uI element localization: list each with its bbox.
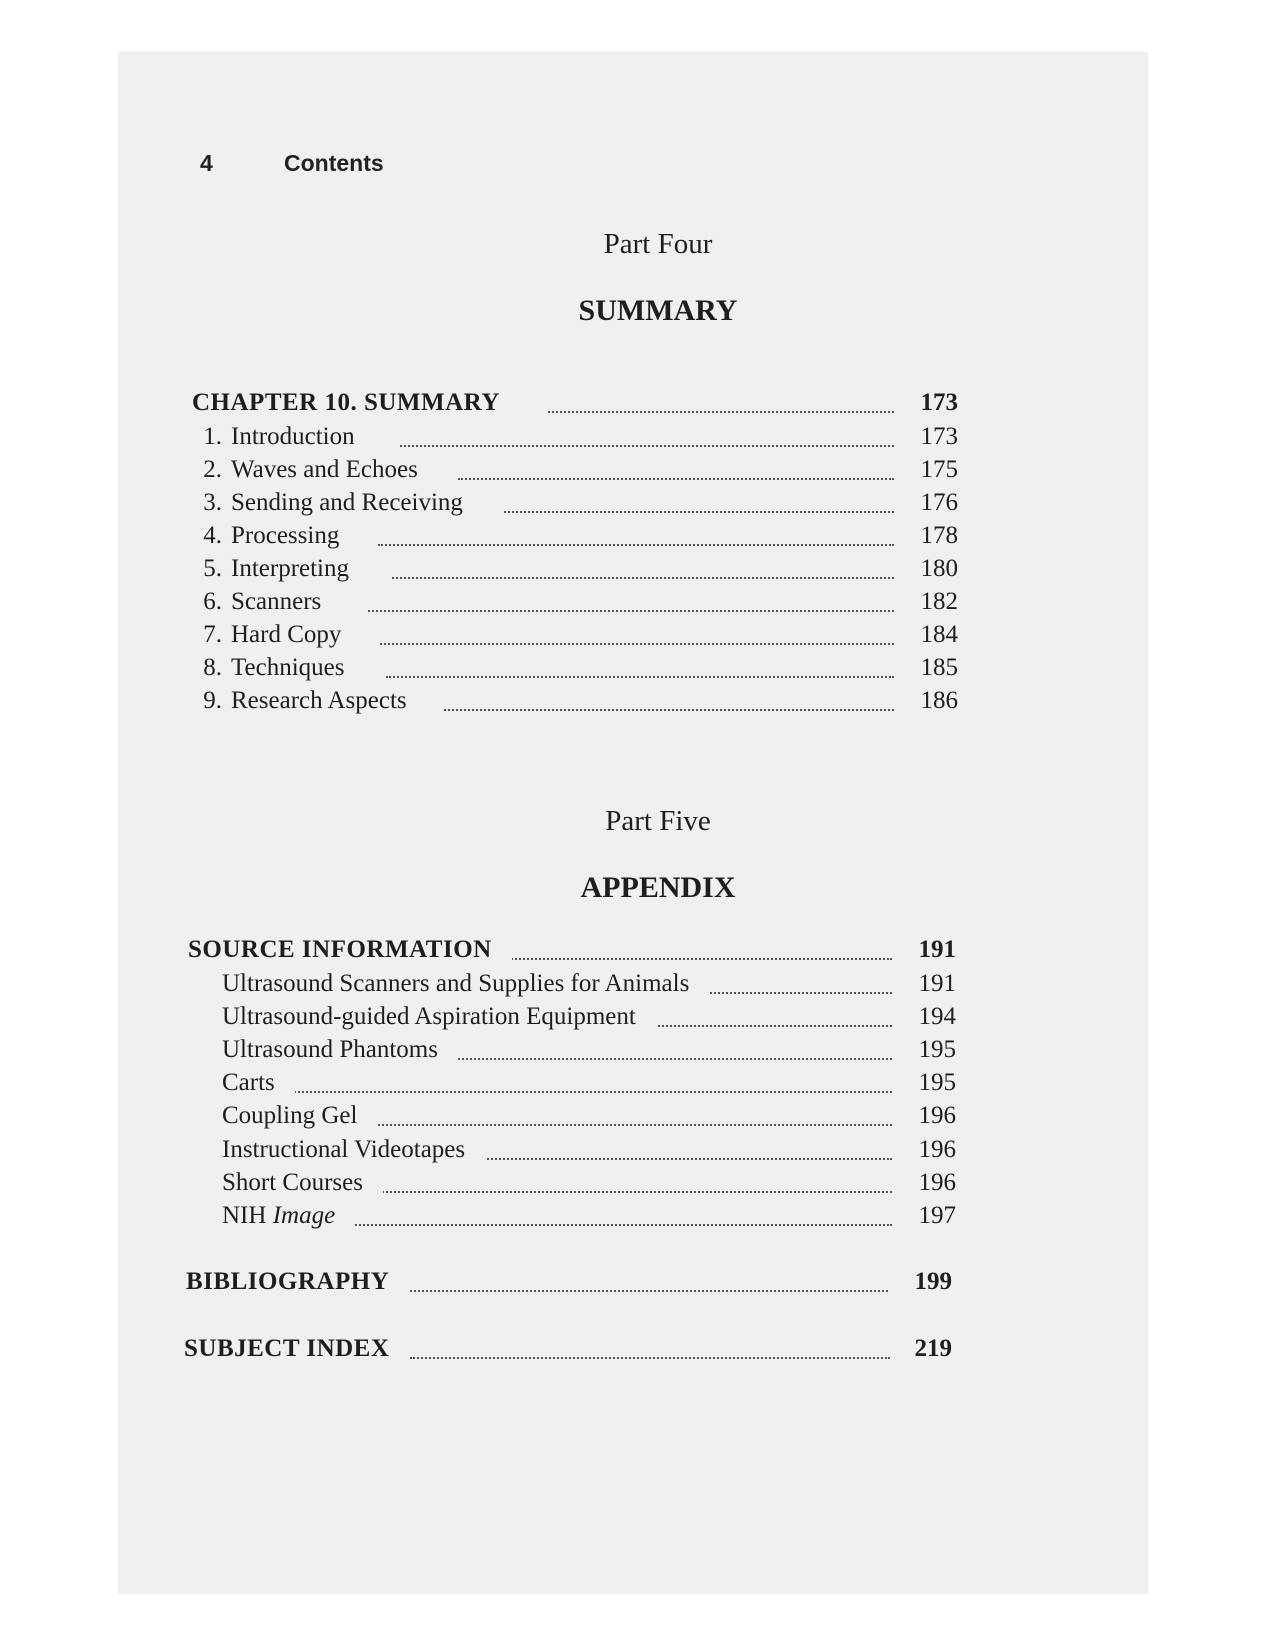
toc-entry-row[interactable] <box>118 423 1148 457</box>
toc-entry: Ultrasound Phantoms <box>222 1036 458 1064</box>
toc-leader-dots <box>504 511 894 513</box>
toc-entry-row[interactable] <box>118 489 1148 523</box>
toc-entry: 3. Sending and Receiving <box>188 489 483 517</box>
toc-entry: 5. Interpreting <box>188 555 369 583</box>
toc-leader-dots <box>480 1158 892 1160</box>
toc-section-row[interactable] <box>118 1268 1148 1302</box>
toc-page-number: 178 <box>920 522 958 549</box>
part-four-title: SUMMARY <box>578 294 738 327</box>
toc-section-row[interactable] <box>118 936 1148 970</box>
toc-page-number: 194 <box>918 1003 956 1030</box>
toc-entry: Instructional Videotapes <box>222 1136 485 1164</box>
toc-entry-row[interactable] <box>118 588 1148 622</box>
toc-leader-dots <box>654 1025 892 1027</box>
toc-section-title: SUBJECT INDEX <box>184 1335 409 1363</box>
toc-page-number: 191 <box>918 970 956 997</box>
toc-page-number: 176 <box>920 489 958 516</box>
toc-entry-row[interactable] <box>118 1202 1148 1236</box>
toc-entry: 9. Research Aspects <box>188 687 427 715</box>
toc-leader-dots <box>410 1357 890 1359</box>
toc-entry: 7. Hard Copy <box>188 621 361 649</box>
part-five-title: APPENDIX <box>580 871 736 904</box>
toc-entry: Ultrasound Scanners and Supplies for Animals <box>222 970 709 998</box>
toc-leader-dots <box>454 1058 892 1060</box>
toc-page-number: 197 <box>918 1202 956 1229</box>
toc-entry-row[interactable] <box>118 1069 1148 1103</box>
toc-page-number: 191 <box>918 936 956 963</box>
toc-leader-dots <box>368 610 894 612</box>
toc-entry-row[interactable] <box>118 1036 1148 1070</box>
toc-page-number: 196 <box>918 1136 956 1163</box>
toc-page-number: 182 <box>920 588 958 615</box>
toc-entry: Short Courses <box>222 1169 383 1197</box>
toc-leader-dots <box>294 1091 892 1093</box>
toc-section-title: SOURCE INFORMATION <box>188 936 512 964</box>
page-number: 4 <box>200 150 213 176</box>
toc-entry: 6. Scanners <box>188 588 341 616</box>
toc-leader-dots <box>400 445 894 447</box>
toc-entry: 4. Processing <box>188 522 359 550</box>
part-five-label: Part Five <box>605 805 711 837</box>
toc-page-number: 184 <box>920 621 958 648</box>
toc-leader-dots <box>380 643 894 645</box>
toc-leader-dots <box>352 1224 892 1226</box>
toc-page-number: 173 <box>920 389 958 416</box>
toc-page-number: 196 <box>918 1102 956 1129</box>
toc-leader-dots <box>392 577 894 579</box>
toc-page-number: 195 <box>918 1036 956 1063</box>
toc-entry: Coupling Gel <box>222 1102 377 1130</box>
toc-leader-dots <box>406 1290 888 1292</box>
toc-entry-row[interactable] <box>118 1102 1148 1136</box>
toc-page-number: 196 <box>918 1169 956 1196</box>
part-four-label: Part Four <box>603 228 713 260</box>
toc-leader-dots <box>374 1124 892 1126</box>
toc-page-number: 186 <box>920 687 958 714</box>
toc-entry-row[interactable] <box>118 522 1148 556</box>
toc-entry: 8. Techniques <box>188 654 365 682</box>
toc-page-number: 180 <box>920 555 958 582</box>
toc-leader-dots <box>548 411 894 413</box>
toc-leader-dots <box>444 709 894 711</box>
toc-section-title: BIBLIOGRAPHY <box>186 1268 409 1296</box>
toc-entry: 2. Waves and Echoes <box>188 456 438 484</box>
toc-leader-dots <box>374 1191 892 1193</box>
toc-leader-dots <box>386 676 894 678</box>
toc-entry-row[interactable] <box>118 970 1148 1004</box>
toc-page-number: 195 <box>918 1069 956 1096</box>
running-head <box>200 150 384 177</box>
toc-leader-dots <box>706 992 892 994</box>
toc-entry-row[interactable] <box>118 654 1148 688</box>
toc-page-number: 219 <box>914 1335 952 1362</box>
toc-page-number: 173 <box>920 423 958 450</box>
toc-page-number: 199 <box>914 1268 952 1295</box>
toc-entry-row[interactable] <box>118 687 1148 721</box>
toc-chapter-title: CHAPTER 10. SUMMARY <box>192 389 520 417</box>
toc-page-number: 185 <box>920 654 958 681</box>
toc-entry-row[interactable] <box>118 1003 1148 1037</box>
toc-entry-row[interactable] <box>118 555 1148 589</box>
toc-entry-row[interactable] <box>118 456 1148 490</box>
toc-section-row[interactable] <box>118 1335 1148 1369</box>
toc-entry-row[interactable] <box>118 621 1148 655</box>
running-head-title: Contents <box>284 150 384 176</box>
toc-entry: NIH Image <box>222 1202 355 1230</box>
toc-leader-dots <box>378 544 894 546</box>
toc-chapter-row[interactable] <box>118 389 1148 423</box>
toc-leader-dots <box>496 958 892 960</box>
toc-entry: 1. Introduction <box>188 423 375 451</box>
book-page <box>118 52 1148 1594</box>
toc-entry-row[interactable] <box>118 1136 1148 1170</box>
toc-leader-dots <box>458 478 894 480</box>
toc-page-number: 175 <box>920 456 958 483</box>
toc-entry: Ultrasound-guided Aspiration Equipment <box>222 1003 656 1031</box>
toc-entry-row[interactable] <box>118 1169 1148 1203</box>
toc-entry: Carts <box>222 1069 295 1097</box>
